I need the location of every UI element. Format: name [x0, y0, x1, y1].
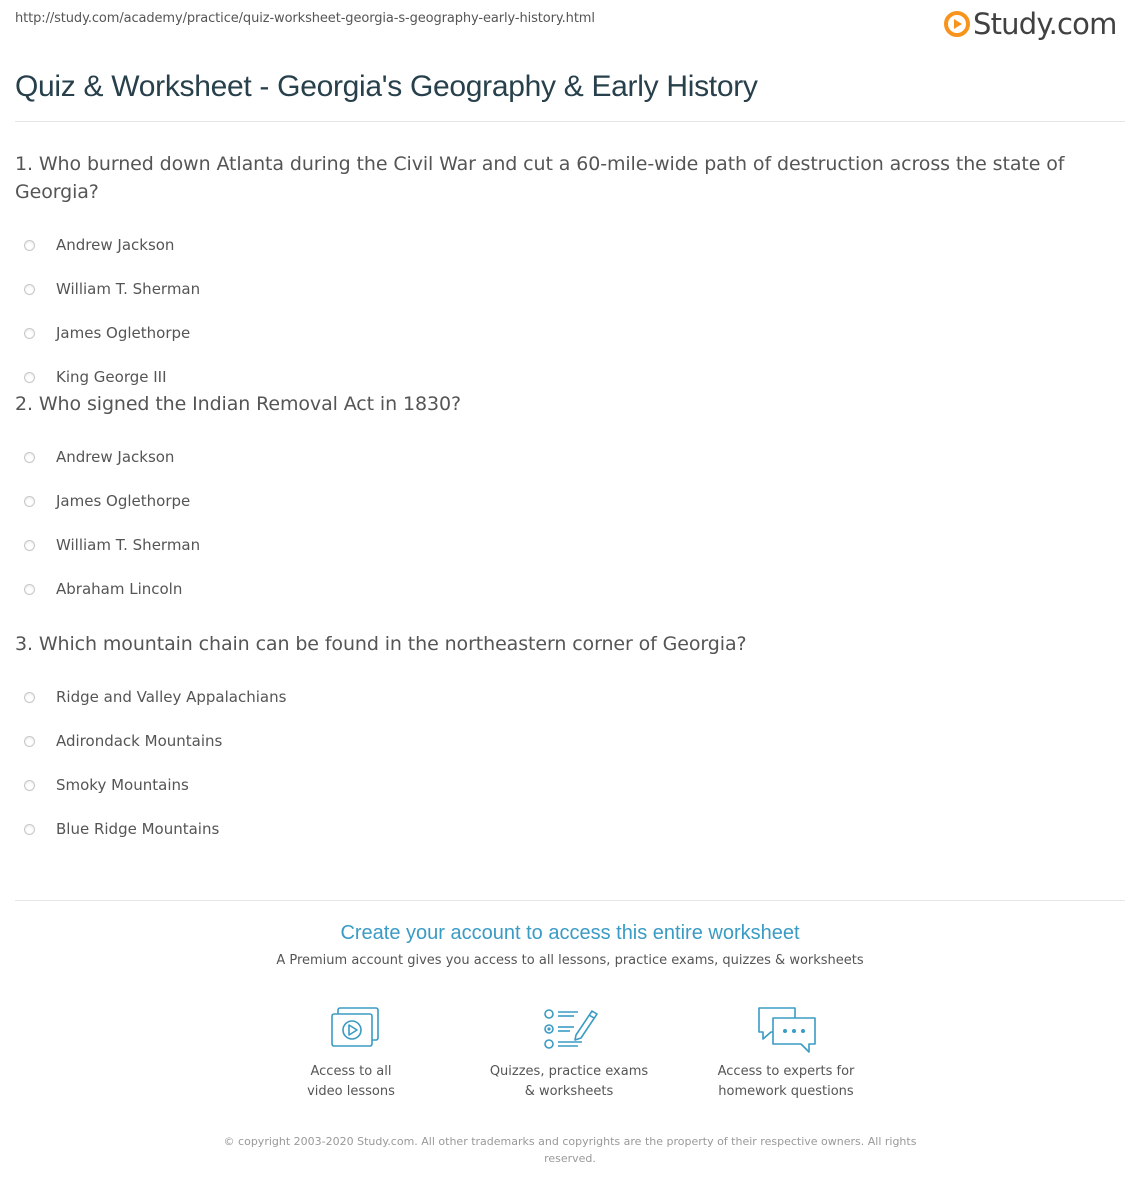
answer-label: Ridge and Valley Appalachians	[56, 688, 287, 706]
feature-label-line: & worksheets	[524, 1084, 614, 1099]
radio-button[interactable]	[24, 496, 35, 507]
answer-label: James Oglethorpe	[56, 324, 191, 342]
answer-option[interactable]	[15, 267, 1125, 311]
logo-text: Study.com	[973, 7, 1117, 41]
answer-option[interactable]	[15, 435, 1125, 479]
answer-options	[15, 435, 1125, 611]
feature-experts	[691, 1002, 881, 1102]
answer-options	[15, 675, 1125, 851]
feature-quizzes	[474, 1002, 664, 1102]
question-1	[15, 150, 1125, 390]
radio-button[interactable]	[24, 240, 35, 251]
answer-option[interactable]	[15, 719, 1125, 763]
radio-button[interactable]	[24, 452, 35, 463]
cta-headline[interactable]: Create your account to access this entire worksheet	[340, 922, 800, 944]
signup-cta	[0, 922, 1140, 968]
radio-button[interactable]	[24, 780, 35, 791]
study-logo[interactable]	[944, 6, 1117, 42]
feature-label-line: video lessons	[307, 1084, 395, 1099]
radio-button[interactable]	[24, 372, 35, 383]
radio-button[interactable]	[24, 584, 35, 595]
feature-label-line: Access to all	[310, 1064, 392, 1079]
question-2	[15, 390, 1125, 630]
feature-label	[474, 1062, 664, 1102]
premium-features	[0, 1002, 1140, 1112]
answer-option[interactable]	[15, 763, 1125, 807]
question-3	[15, 630, 1125, 851]
answer-label: Abraham Lincoln	[56, 580, 183, 598]
radio-button[interactable]	[24, 540, 35, 551]
page-url: http://study.com/academy/practice/quiz-worksheet-georgia-s-geography-early-history.html	[15, 11, 595, 26]
answer-option[interactable]	[15, 223, 1125, 267]
answer-option[interactable]	[15, 479, 1125, 523]
answer-option[interactable]	[15, 567, 1125, 611]
cta-subtext: A Premium account gives you access to all lessons, practice exams, quizzes & worksheets	[276, 953, 864, 968]
page-title: Quiz & Worksheet - Georgia's Geography & Early History	[15, 70, 758, 103]
question-text: 2. Who signed the Indian Removal Act in 1830?	[15, 393, 461, 415]
answer-label: Adirondack Mountains	[56, 732, 223, 750]
answer-label: Andrew Jackson	[56, 448, 175, 466]
answer-label: Andrew Jackson	[56, 236, 175, 254]
expert-chat-icon	[751, 1002, 821, 1058]
answer-option[interactable]	[15, 807, 1125, 851]
answer-label: Smoky Mountains	[56, 776, 189, 794]
feature-label-line: homework questions	[718, 1084, 854, 1099]
feature-label-line: Access to experts for	[717, 1064, 855, 1079]
video-lessons-icon	[316, 1002, 386, 1058]
answer-label: King George III	[56, 368, 167, 386]
answer-option[interactable]	[15, 675, 1125, 719]
radio-button[interactable]	[24, 328, 35, 339]
question-text: 3. Which mountain chain can be found in the northeastern corner of Georgia?	[15, 633, 747, 655]
top-bar	[0, 0, 1140, 44]
play-logo-icon	[944, 11, 970, 37]
answer-label: James Oglethorpe	[56, 492, 191, 510]
radio-button[interactable]	[24, 736, 35, 747]
answer-label: Blue Ridge Mountains	[56, 820, 220, 838]
answer-option[interactable]	[15, 311, 1125, 355]
answer-option[interactable]	[15, 523, 1125, 567]
feature-label-line: Quizzes, practice exams	[489, 1064, 649, 1079]
quiz-checklist-icon	[534, 1002, 604, 1058]
divider	[15, 900, 1125, 901]
feature-label	[256, 1062, 446, 1102]
answer-label: William T. Sherman	[56, 536, 201, 554]
quiz-questions	[15, 150, 1125, 851]
feature-label	[691, 1062, 881, 1102]
question-text: 1. Who burned down Atlanta during the Civil War and cut a 60-mile-wide path of destruction across the state of Georgia?	[15, 153, 1065, 203]
radio-button[interactable]	[24, 824, 35, 835]
divider	[15, 121, 1125, 122]
answer-options	[15, 223, 1125, 399]
feature-video-lessons	[256, 1002, 446, 1102]
answer-label: William T. Sherman	[56, 280, 201, 298]
radio-button[interactable]	[24, 284, 35, 295]
radio-button[interactable]	[24, 692, 35, 703]
copyright-footer: © copyright 2003-2020 Study.com. All other trademarks and copyrights are the property of their respective owners. All rights reserved.	[223, 1135, 917, 1165]
